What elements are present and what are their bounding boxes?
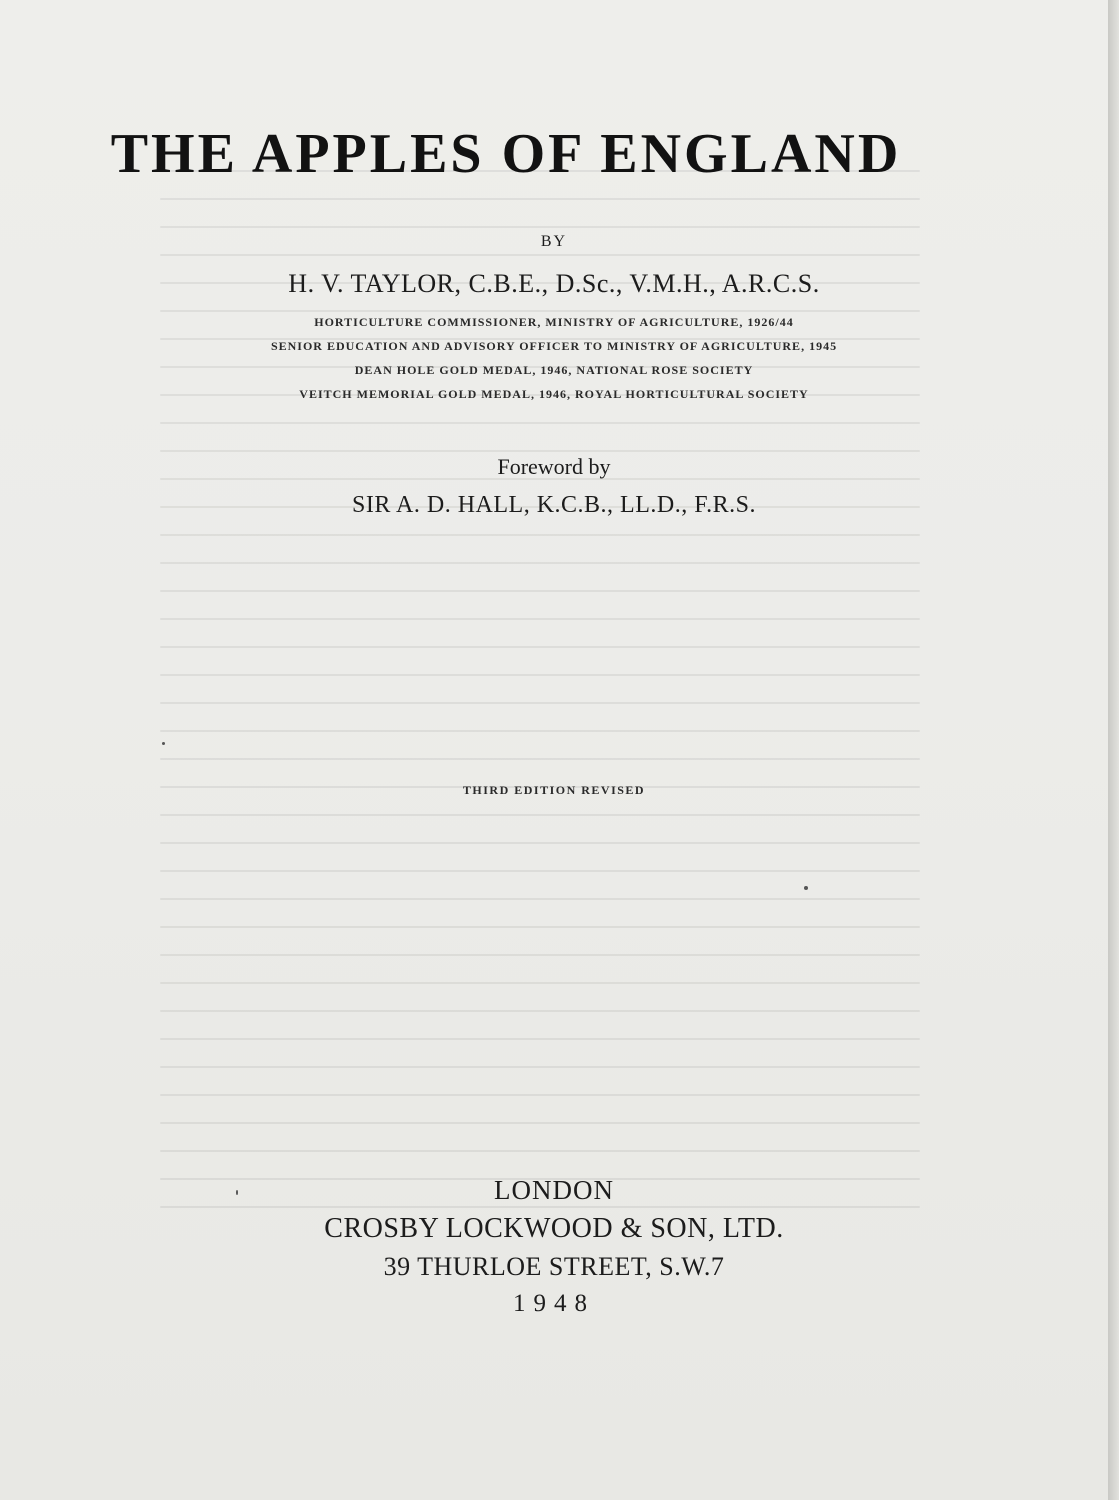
publisher-address: 39 THURLOE STREET, S.W.7: [383, 1252, 725, 1281]
publication-year: 1948: [513, 1290, 595, 1317]
publisher-city: LONDON: [494, 1175, 614, 1205]
author-credential: HORTICULTURE COMMISSIONER, MINISTRY OF AGRICULTURE, 1926/44: [314, 315, 794, 329]
paper-speck: [236, 1190, 238, 1195]
foreword-author: SIR A. D. HALL, K.C.B., LL.D., F.R.S.: [352, 492, 756, 518]
author-credential: VEITCH MEMORIAL GOLD MEDAL, 1946, ROYAL HORTICULTURAL SOCIETY: [299, 387, 809, 401]
paper-speck: [162, 742, 165, 745]
page-edge: [1108, 0, 1119, 1500]
foreword-label: Foreword by: [497, 454, 611, 479]
author-credential: DEAN HOLE GOLD MEDAL, 1946, NATIONAL ROSE SOCIETY: [354, 363, 754, 377]
author-name: H. V. TAYLOR, C.B.E., D.Sc., V.M.H., A.R.C.S.: [288, 269, 820, 298]
publisher-name: CROSBY LOCKWOOD & SON, LTD.: [324, 1213, 784, 1244]
edition-note: THIRD EDITION REVISED: [462, 783, 646, 797]
by-label: BY: [540, 233, 568, 250]
author-credential: SENIOR EDUCATION AND ADVISORY OFFICER TO MINISTRY OF AGRICULTURE, 1945: [270, 339, 838, 353]
book-title: THE APPLES OF ENGLAND: [110, 123, 902, 185]
paper-speck: [804, 886, 808, 890]
